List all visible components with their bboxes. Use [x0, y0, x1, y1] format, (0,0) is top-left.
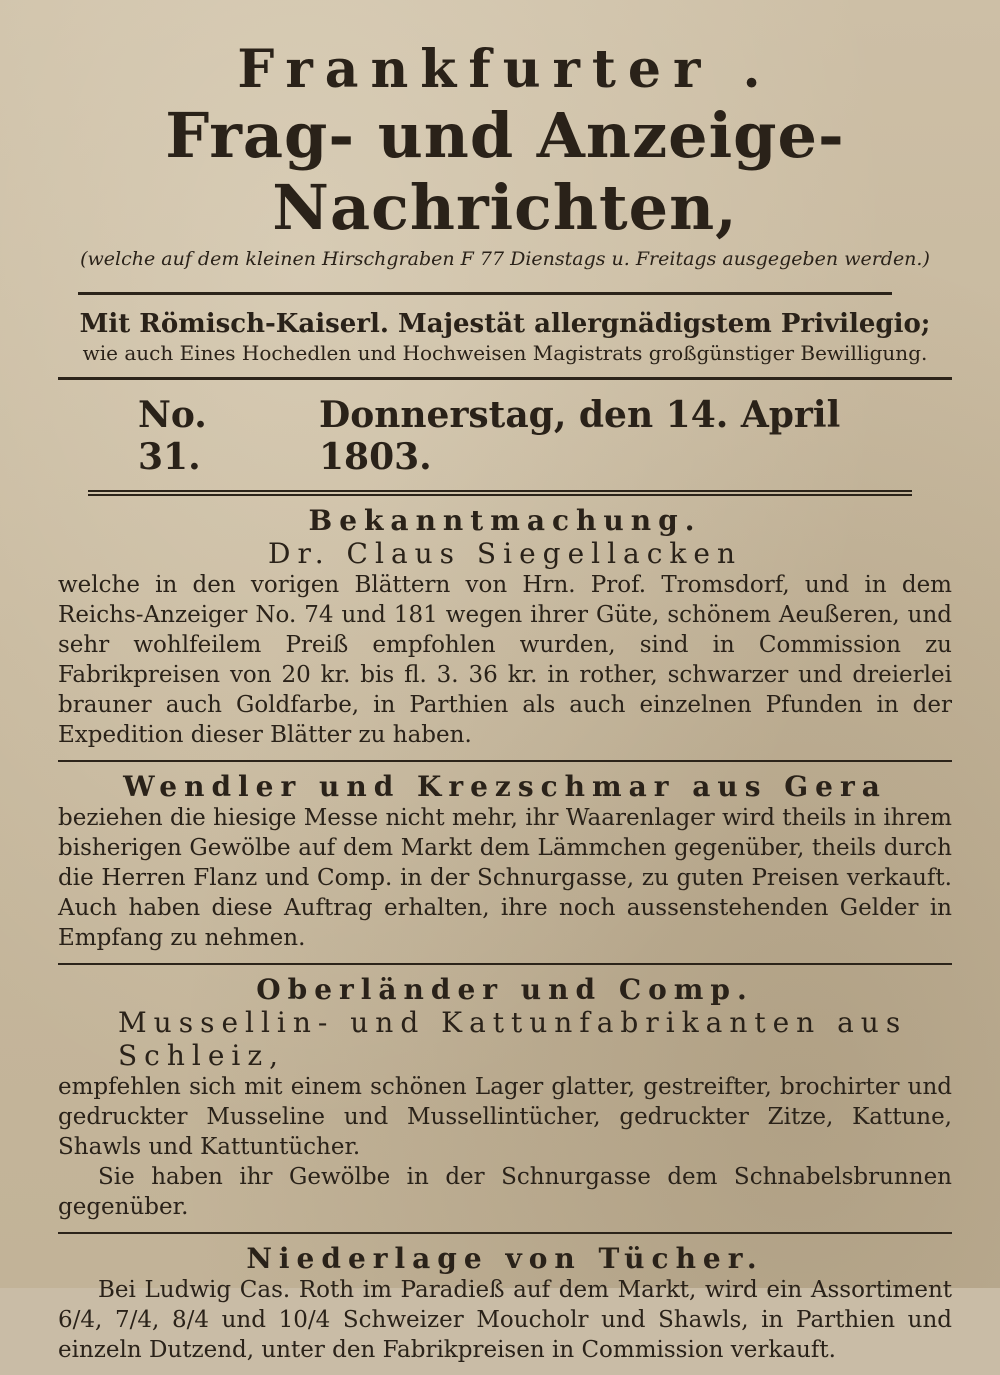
- notice-heading: Niederlage von Tücher.: [246, 1242, 764, 1275]
- notice-body: beziehen die hiesige Messe nicht mehr, ihr Waarenlager wird theils in ihrem bisherigen Gewölbe auf dem Markt dem Lämmchen gegenüber, theils durch die Herren Flanz und Comp. in der Schnurgasse, zu guten Preisen verkauft. Auch haben diese Auftrag erhalten, ihre noch aussenstehenden Gelder in Empfang zu nehmen.: [58, 805, 952, 951]
- notice-body-2: Sie haben ihr Gewölbe in der Schnurgasse dem Schnabelsbrunnen gegenüber.: [58, 1164, 952, 1220]
- notice-body: empfehlen sich mit einem schönen Lager glatter, gestreifter, brochirter und gedruckter Musseline und Mussellintücher, gedruckter Zitze, Kattune, Shawls und Kattuntücher.: [58, 1074, 952, 1160]
- masthead-title: Frag- und Anzeige-Nachrichten,: [165, 99, 845, 244]
- issue-number: No. 31.: [138, 394, 207, 478]
- issue-date: Donnerstag, den 14. April 1803.: [318, 394, 841, 478]
- privilege-line-1: Mit Römisch-Kaiserl. Majestät allergnädigstem Privilegio;: [79, 309, 931, 339]
- notice-subtitle: Dr. Claus Siegellacken: [268, 537, 742, 570]
- notice-subtitle: Mussellin- und Kattunfabrikanten aus Schleiz,: [118, 1006, 908, 1072]
- issue-line: [58, 380, 952, 486]
- notice: [58, 1234, 952, 1375]
- notice: [58, 496, 952, 760]
- notice: [58, 762, 952, 963]
- notice-heading: Wendler und Krezschmar aus Gera: [123, 770, 887, 803]
- notice-heading: Oberländer und Comp.: [256, 973, 754, 1006]
- masthead-line-1: Frankfurter .: [237, 39, 773, 100]
- divider: [78, 292, 892, 295]
- notice-body: Bei Ludwig Cas. Roth im Paradieß auf dem Markt, wird ein Assortiment 6/4, 7/4, 8/4 und 10/4 Schweizer Moucholr und Shawls, in Parthien und einzeln Dutzend, unter den Fabrikpreisen in Commission verkauft.: [58, 1277, 952, 1363]
- distribution-note: (welche auf dem kleinen Hirschgraben F 77 Dienstags u. Freitags ausgegeben werden.): [80, 248, 930, 270]
- notice: [58, 965, 952, 1232]
- privilege-line-2: wie auch Eines Hochedlen und Hochweisen Magistrats großgünstiger Bewilligung.: [82, 341, 928, 365]
- notice-heading: Bekanntmachung.: [308, 504, 702, 537]
- notice-body: welche in den vorigen Blättern von Hrn. Prof. Tromsdorf, und in dem Reichs-Anzeiger No. 74 und 181 wegen ihrer Güte, schönem Aeußeren, und sehr wohlfeilem Preiß empfohlen wurden, sind in Commission zu Fabrikpreisen von 20 kr. bis fl. 3. 36 kr. in rother, schwarzer und dreierlei brauner auch Goldfarbe, in Parthien als auch einzelnen Pfunden in der Expedition dieser Blätter zu haben.: [58, 572, 952, 748]
